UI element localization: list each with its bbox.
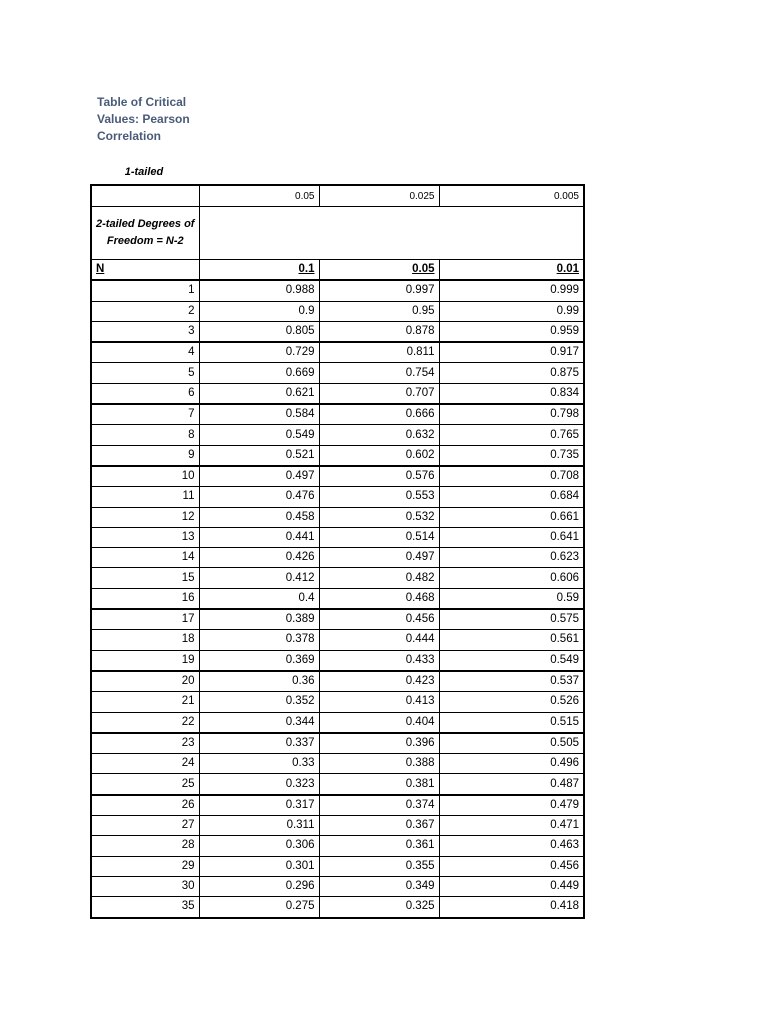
empty-cell xyxy=(199,207,584,260)
critical-value-cell: 0.754 xyxy=(319,363,439,383)
n-cell: 15 xyxy=(91,568,199,588)
n-column-header-text: N xyxy=(96,263,105,276)
one-tailed-alpha-row xyxy=(91,185,584,207)
n-cell: 12 xyxy=(91,507,199,527)
critical-value-cell: 0.361 xyxy=(319,836,439,856)
critical-value-cell: 0.669 xyxy=(199,363,319,383)
critical-value-cell: 0.463 xyxy=(439,836,584,856)
table-row xyxy=(91,280,584,301)
n-cell: 14 xyxy=(91,548,199,568)
table-row xyxy=(91,630,584,650)
critical-value-cell: 0.456 xyxy=(439,856,584,876)
critical-value-cell: 0.632 xyxy=(319,425,439,445)
critical-value-cell: 0.496 xyxy=(439,754,584,774)
n-column-header xyxy=(91,260,199,281)
critical-value-cell: 0.497 xyxy=(319,548,439,568)
table-row xyxy=(91,856,584,876)
n-cell: 22 xyxy=(91,712,199,733)
n-cell: 25 xyxy=(91,774,199,795)
critical-value-cell: 0.988 xyxy=(199,280,319,301)
critical-value-cell: 0.296 xyxy=(199,876,319,896)
critical-value-cell: 0.59 xyxy=(439,588,584,609)
critical-value-cell: 0.811 xyxy=(319,342,439,363)
n-cell: 4 xyxy=(91,342,199,363)
critical-value-cell: 0.521 xyxy=(199,445,319,466)
critical-value-cell: 0.426 xyxy=(199,548,319,568)
two-tailed-alpha-text: 0.01 xyxy=(556,263,579,276)
n-cell: 9 xyxy=(91,445,199,466)
table-row xyxy=(91,774,584,795)
table-row xyxy=(91,445,584,466)
empty-cell xyxy=(91,185,199,207)
two-tailed-alpha-header xyxy=(199,260,319,281)
table-row xyxy=(91,342,584,363)
n-cell: 11 xyxy=(91,487,199,507)
n-cell: 16 xyxy=(91,588,199,609)
critical-value-cell: 0.352 xyxy=(199,692,319,712)
critical-value-cell: 0.707 xyxy=(319,383,439,404)
critical-value-cell: 0.404 xyxy=(319,712,439,733)
critical-value-cell: 0.413 xyxy=(319,692,439,712)
one-tailed-alpha: 0.025 xyxy=(319,185,439,207)
critical-value-cell: 0.4 xyxy=(199,588,319,609)
critical-value-cell: 0.526 xyxy=(439,692,584,712)
table-row xyxy=(91,609,584,630)
critical-value-cell: 0.515 xyxy=(439,712,584,733)
n-cell: 27 xyxy=(91,816,199,836)
table-row xyxy=(91,650,584,671)
one-tailed-label: 1-tailed xyxy=(124,166,164,178)
critical-value-cell: 0.36 xyxy=(199,671,319,692)
n-cell: 13 xyxy=(91,527,199,547)
n-cell: 5 xyxy=(91,363,199,383)
table-row xyxy=(91,568,584,588)
n-cell: 6 xyxy=(91,383,199,404)
n-cell: 10 xyxy=(91,466,199,487)
critical-value-cell: 0.621 xyxy=(199,383,319,404)
table-body xyxy=(91,185,584,918)
critical-value-cell: 0.456 xyxy=(319,609,439,630)
critical-value-cell: 0.306 xyxy=(199,836,319,856)
critical-value-cell: 0.666 xyxy=(319,404,439,425)
one-tailed-alpha: 0.05 xyxy=(199,185,319,207)
n-cell: 28 xyxy=(91,836,199,856)
critical-value-cell: 0.602 xyxy=(319,445,439,466)
n-cell: 18 xyxy=(91,630,199,650)
n-cell: 1 xyxy=(91,280,199,301)
critical-value-cell: 0.606 xyxy=(439,568,584,588)
critical-value-cell: 0.532 xyxy=(319,507,439,527)
table-row xyxy=(91,671,584,692)
critical-value-cell: 0.999 xyxy=(439,280,584,301)
critical-value-cell: 0.708 xyxy=(439,466,584,487)
page-title: Table of Critical Values: Pearson Correlation xyxy=(97,95,190,143)
critical-value-cell: 0.9 xyxy=(199,301,319,321)
critical-value-cell: 0.275 xyxy=(199,897,319,918)
table-row xyxy=(91,425,584,445)
n-cell: 17 xyxy=(91,609,199,630)
critical-value-cell: 0.476 xyxy=(199,487,319,507)
critical-value-cell: 0.355 xyxy=(319,856,439,876)
critical-value-cell: 0.576 xyxy=(319,466,439,487)
critical-value-cell: 0.875 xyxy=(439,363,584,383)
critical-value-cell: 0.396 xyxy=(319,733,439,754)
critical-value-cell: 0.514 xyxy=(319,527,439,547)
table-row xyxy=(91,321,584,342)
table-row xyxy=(91,754,584,774)
table-row xyxy=(91,733,584,754)
critical-value-cell: 0.549 xyxy=(439,650,584,671)
critical-value-cell: 0.497 xyxy=(199,466,319,487)
critical-value-cell: 0.834 xyxy=(439,383,584,404)
critical-value-cell: 0.471 xyxy=(439,816,584,836)
table-row xyxy=(91,816,584,836)
critical-value-cell: 0.575 xyxy=(439,609,584,630)
n-cell: 26 xyxy=(91,795,199,816)
critical-value-cell: 0.325 xyxy=(319,897,439,918)
two-tailed-alpha-header xyxy=(439,260,584,281)
critical-value-cell: 0.997 xyxy=(319,280,439,301)
critical-value-cell: 0.337 xyxy=(199,733,319,754)
table-row xyxy=(91,301,584,321)
table-row xyxy=(91,363,584,383)
critical-value-cell: 0.959 xyxy=(439,321,584,342)
critical-value-cell: 0.505 xyxy=(439,733,584,754)
critical-value-cell: 0.323 xyxy=(199,774,319,795)
critical-value-cell: 0.561 xyxy=(439,630,584,650)
critical-value-cell: 0.418 xyxy=(439,897,584,918)
critical-value-cell: 0.423 xyxy=(319,671,439,692)
table-row xyxy=(91,507,584,527)
critical-value-cell: 0.735 xyxy=(439,445,584,466)
table-row xyxy=(91,383,584,404)
n-cell: 35 xyxy=(91,897,199,918)
critical-value-cell: 0.487 xyxy=(439,774,584,795)
critical-value-cell: 0.367 xyxy=(319,816,439,836)
table-row xyxy=(91,836,584,856)
two-tailed-alpha-text: 0.05 xyxy=(412,263,435,276)
table-row xyxy=(91,795,584,816)
table-row xyxy=(91,548,584,568)
critical-value-cell: 0.641 xyxy=(439,527,584,547)
n-cell: 30 xyxy=(91,876,199,896)
header-row xyxy=(91,260,584,281)
critical-value-cell: 0.95 xyxy=(319,301,439,321)
critical-value-cell: 0.301 xyxy=(199,856,319,876)
table-row xyxy=(91,712,584,733)
n-cell: 20 xyxy=(91,671,199,692)
critical-value-cell: 0.374 xyxy=(319,795,439,816)
critical-value-cell: 0.412 xyxy=(199,568,319,588)
two-tailed-label: 2-tailed Degrees of Freedom = N-2 xyxy=(91,207,199,260)
critical-value-cell: 0.549 xyxy=(199,425,319,445)
one-tailed-alpha: 0.005 xyxy=(439,185,584,207)
critical-value-cell: 0.584 xyxy=(199,404,319,425)
table-row xyxy=(91,527,584,547)
critical-values-table xyxy=(90,184,585,919)
critical-value-cell: 0.369 xyxy=(199,650,319,671)
critical-value-cell: 0.449 xyxy=(439,876,584,896)
critical-value-cell: 0.553 xyxy=(319,487,439,507)
n-cell: 29 xyxy=(91,856,199,876)
two-tailed-alpha-header xyxy=(319,260,439,281)
critical-value-cell: 0.468 xyxy=(319,588,439,609)
two-tailed-label-row xyxy=(91,207,584,260)
critical-value-cell: 0.311 xyxy=(199,816,319,836)
n-cell: 8 xyxy=(91,425,199,445)
critical-value-cell: 0.765 xyxy=(439,425,584,445)
critical-value-cell: 0.623 xyxy=(439,548,584,568)
critical-value-cell: 0.482 xyxy=(319,568,439,588)
n-cell: 21 xyxy=(91,692,199,712)
critical-value-cell: 0.878 xyxy=(319,321,439,342)
critical-value-cell: 0.798 xyxy=(439,404,584,425)
critical-value-cell: 0.389 xyxy=(199,609,319,630)
critical-value-cell: 0.378 xyxy=(199,630,319,650)
n-cell: 24 xyxy=(91,754,199,774)
table-row xyxy=(91,466,584,487)
table-row xyxy=(91,876,584,896)
critical-value-cell: 0.684 xyxy=(439,487,584,507)
critical-value-cell: 0.444 xyxy=(319,630,439,650)
n-cell: 23 xyxy=(91,733,199,754)
two-tailed-alpha-text: 0.1 xyxy=(298,263,315,276)
critical-value-cell: 0.349 xyxy=(319,876,439,896)
critical-value-cell: 0.729 xyxy=(199,342,319,363)
critical-value-cell: 0.458 xyxy=(199,507,319,527)
critical-value-cell: 0.344 xyxy=(199,712,319,733)
critical-value-cell: 0.99 xyxy=(439,301,584,321)
critical-value-cell: 0.661 xyxy=(439,507,584,527)
table-row xyxy=(91,404,584,425)
critical-value-cell: 0.381 xyxy=(319,774,439,795)
critical-value-cell: 0.388 xyxy=(319,754,439,774)
critical-value-cell: 0.317 xyxy=(199,795,319,816)
table-row xyxy=(91,487,584,507)
table-row xyxy=(91,692,584,712)
critical-value-cell: 0.805 xyxy=(199,321,319,342)
n-cell: 7 xyxy=(91,404,199,425)
critical-value-cell: 0.917 xyxy=(439,342,584,363)
table-row xyxy=(91,588,584,609)
critical-value-cell: 0.33 xyxy=(199,754,319,774)
n-cell: 3 xyxy=(91,321,199,342)
critical-value-cell: 0.441 xyxy=(199,527,319,547)
critical-value-cell: 0.433 xyxy=(319,650,439,671)
table-row xyxy=(91,897,584,918)
n-cell: 19 xyxy=(91,650,199,671)
n-cell: 2 xyxy=(91,301,199,321)
critical-value-cell: 0.537 xyxy=(439,671,584,692)
critical-value-cell: 0.479 xyxy=(439,795,584,816)
